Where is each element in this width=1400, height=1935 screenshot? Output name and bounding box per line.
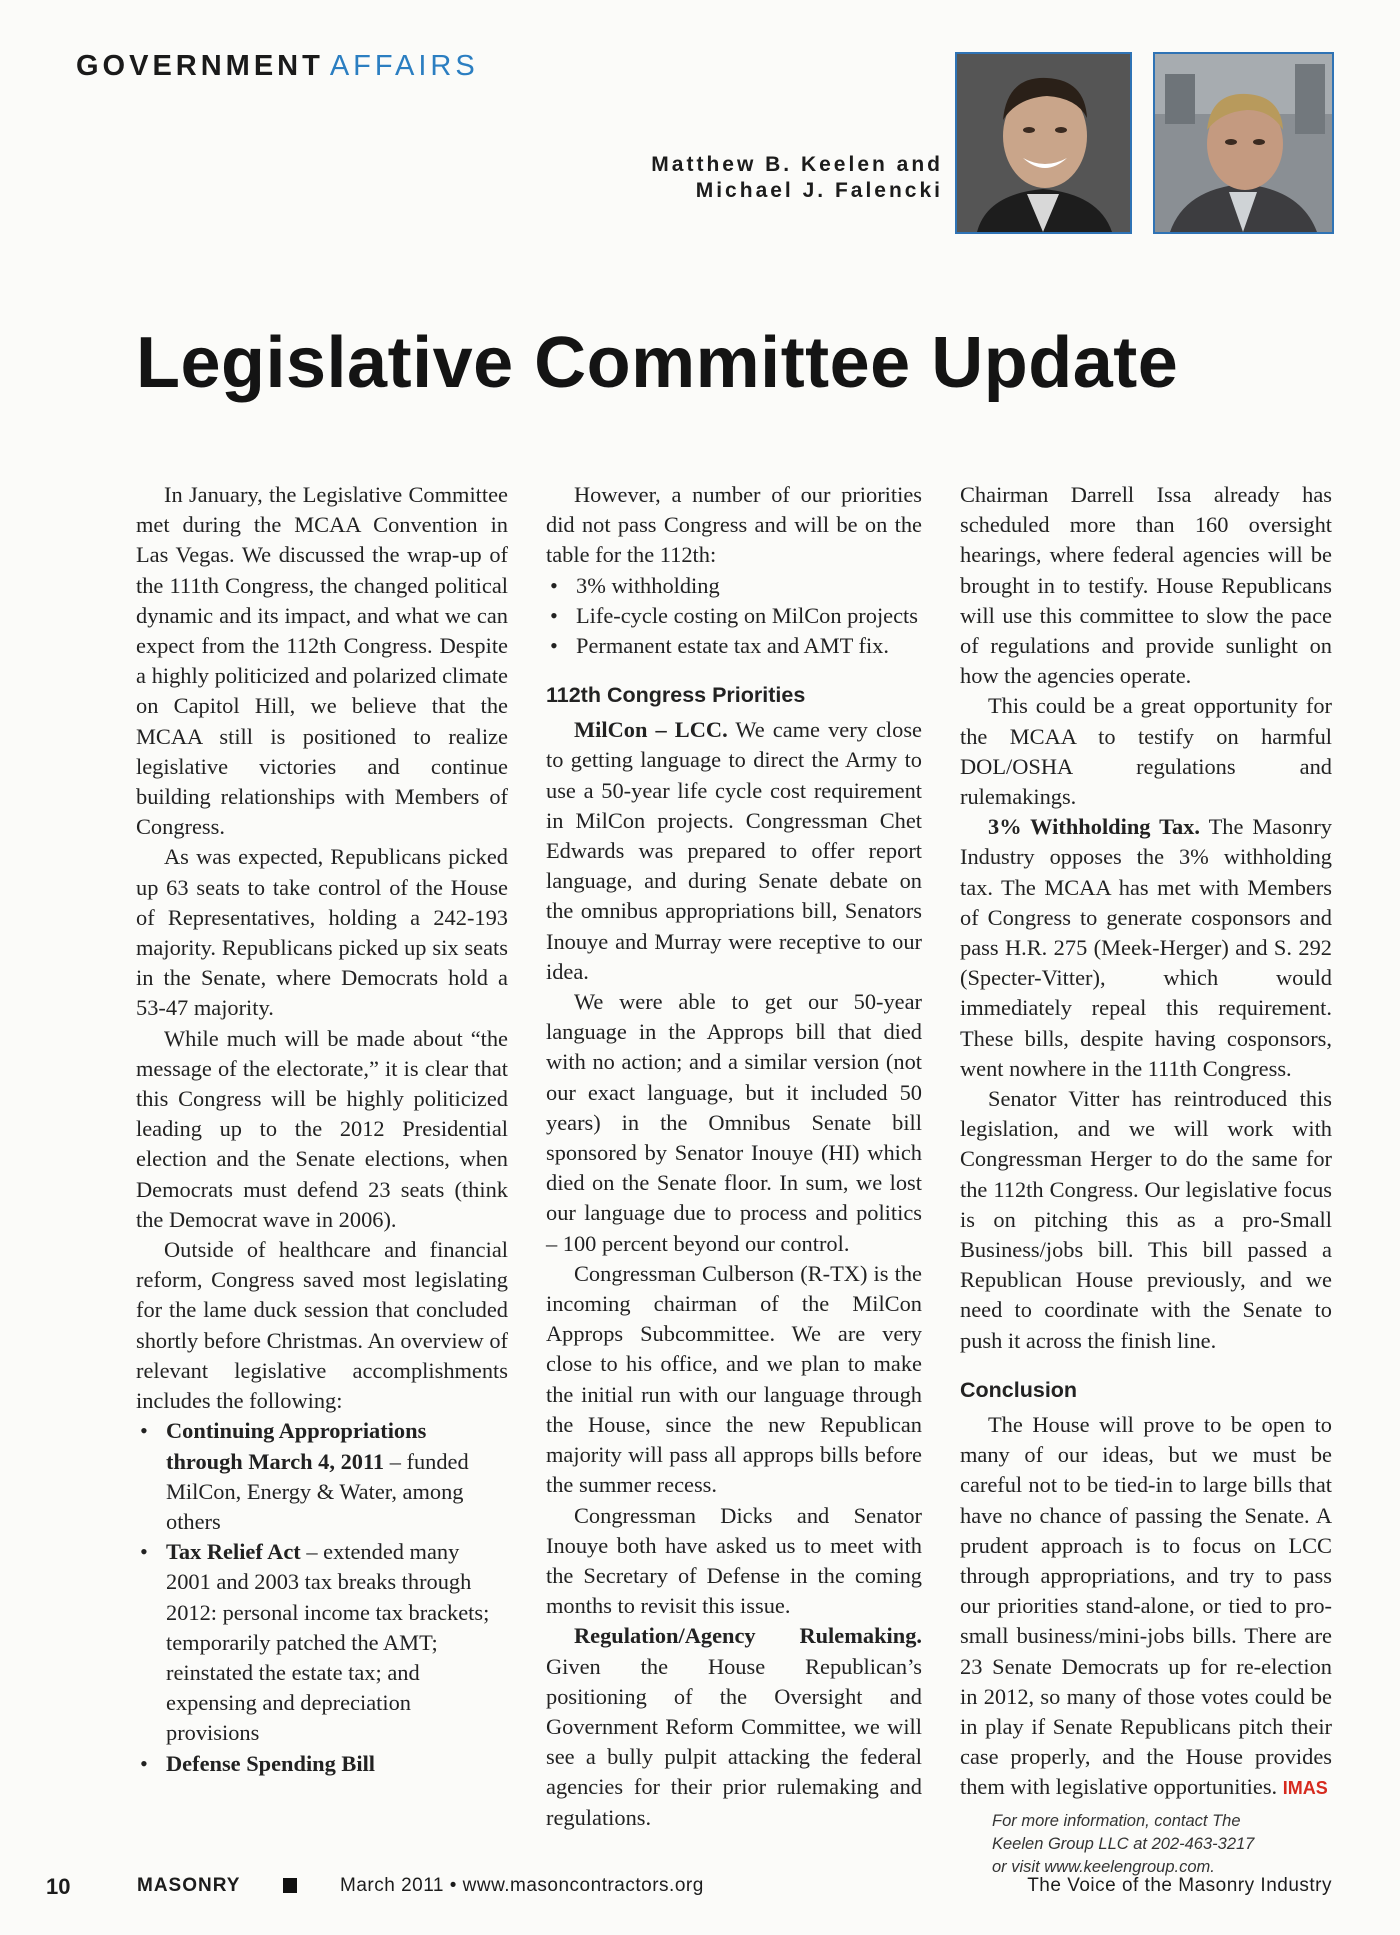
magazine-tagline: The Voice of the Masonry Industry bbox=[1027, 1875, 1332, 1896]
list-item-bold: Continuing Appropriations through March 4, 2011 bbox=[166, 1418, 427, 1474]
col3-paragraph-5-text: The House will prove to be open to many of our ideas, but we must be careful not to be tied-in to large bills that have no chance of passing the Senate. A prudent approach is to focus on LCC through appropriations, and try to pass our priorities stand-alone, or tied to pro-small business/mini-jobs bills. There are 23 Senate Democrats up for re-election in 2012, so many of those votes could be in play if Senate Republicans pitch their case properly, and the House provides them with legislative opportunities. bbox=[960, 1411, 1332, 1800]
list-item bbox=[136, 1416, 508, 1537]
col3-paragraph-3-text: The Masonry Industry opposes the 3% withholding tax. The MCAA has met with Members of Congress to generate cosponsors and pass H.R. 275 (Meek-Herger) and S. 292 (Specter-Vitter), which would immediately repeal this requirement. These bills, despite having cosponsors, went nowhere in the 111th Congress. bbox=[960, 814, 1332, 1081]
col2-paragraph-4: Congressman Culberson (R-TX) is the incoming chairman of the MilCon Approps Subcommittee. We are very close to his office, and we plan to make the initial run with our language through the House, since the new Republican majority will pass all approps bills before the summer recess. bbox=[546, 1260, 922, 1498]
list-item-bold: Tax Relief Act bbox=[166, 1539, 301, 1565]
article-title: Legislative Committee Update bbox=[136, 323, 1179, 403]
col2-paragraph-2 bbox=[546, 715, 922, 987]
conclusion-heading: Conclusion bbox=[960, 1377, 1078, 1402]
col3-paragraph-5 bbox=[960, 1410, 1332, 1804]
priorities-list bbox=[546, 571, 922, 662]
page-number: 10 bbox=[46, 1874, 71, 1899]
priorities-heading: 112th Congress Priorities bbox=[546, 683, 806, 708]
author-byline bbox=[651, 152, 943, 204]
column-1 bbox=[136, 480, 508, 1779]
section-heading-light: AFFAIRS bbox=[329, 50, 479, 82]
author-line-1: Matthew B. Keelen and bbox=[651, 153, 943, 176]
col2-paragraph-3: We were able to get our 50-year language in the Approps bill that died with no action; and a similar version (not our exact language, but it included 50 years) in the Omnibus Senate bill sponsored by Senator Inouye (HI) which died on the Senate floor. In sum, we lost our language due to process and politics – 100 percent beyond our control. bbox=[546, 989, 922, 1256]
column-2 bbox=[546, 480, 922, 1833]
col3-paragraph-2: This could be a great opportunity for the MCAA to testify on harmful DOL/OSHA regulations and rulemakings. bbox=[960, 693, 1332, 810]
list-item-text: – extended many 2001 and 2003 tax breaks through 2012: personal income tax brackets; temporarily patched the AMT; reinstated the estate tax; and expensing and depreciation provisions bbox=[166, 1539, 490, 1746]
contact-line-2: Keelen Group LLC at 202-463-3217 bbox=[992, 1834, 1255, 1853]
list-item: • 3% withholding bbox=[546, 571, 922, 601]
contact-line-1: For more information, contact The bbox=[992, 1811, 1241, 1830]
list-item-text: – funded MilCon, Energy & Water, among others bbox=[166, 1448, 469, 1534]
list-item bbox=[136, 1749, 508, 1779]
col2-paragraph-2-text: We came very close to getting language to direct the Army to use a 50-year life cycle cost requirement in MilCon projects. Congressman Chet Edwards was prepared to offer report language, and during Senate debate on the omnibus appropriations bill, Senators Inouye and Murray were receptive to our idea. bbox=[546, 717, 922, 984]
issue-date-url: March 2011 • www.masoncontractors.org bbox=[340, 1875, 704, 1896]
section-heading-bold: GOVERNMENT bbox=[76, 50, 324, 82]
author-photo-keelen bbox=[955, 52, 1132, 234]
col1-paragraph-4: Outside of healthcare and financial reform, Congress saved most legislating for the lame duck session that concluded shortly before Christmas. An overview of relevant legislative accomplishments includes the following: bbox=[136, 1237, 508, 1414]
author-photo-falencki bbox=[1153, 52, 1334, 234]
col1-paragraph-1: In January, the Legislative Committee met during the MCAA Convention in Las Vegas. We discussed the wrap-up of the 111th Congress, the changed political dynamic and its impact, and what we can expect from the 112th Congress. Despite a highly politicized and polarized climate on Capitol Hill, we believe that the MCAA still is positioned to realize legislative victories and continue building relationships with Members of Congress. bbox=[136, 482, 508, 840]
list-item bbox=[136, 1537, 508, 1748]
list-item: • Life-cycle costing on MilCon projects bbox=[546, 601, 922, 631]
section-heading bbox=[76, 50, 479, 83]
list-item-bold: Defense Spending Bill bbox=[166, 1750, 376, 1776]
accomplishments-list bbox=[136, 1416, 508, 1778]
col3-paragraph-4: Senator Vitter has reintroduced this legislation, and we will work with Congressman Herger to do the same for the 112th Congress. Our legislative focus is on pitching this as a pro-Small Business/jobs bill. This bill passed a Republican House previously, and we need to coordinate with the Senate to push it across the finish line. bbox=[960, 1086, 1332, 1353]
square-divider-icon bbox=[283, 1878, 297, 1893]
contact-info bbox=[992, 1810, 1332, 1879]
withholding-lead: 3% Withholding Tax. bbox=[988, 814, 1200, 840]
author-line-2: Michael J. Falencki bbox=[695, 179, 943, 202]
col3-paragraph-1: Chairman Darrell Issa already has scheduled more than 160 oversight hearings, where federal agencies will be brought in to testify. House Republicans will use this committee to slow the pace of regulations and provide sunlight on how the agencies operate. bbox=[960, 482, 1332, 689]
col3-paragraph-3 bbox=[960, 812, 1332, 1084]
column-3 bbox=[960, 480, 1332, 1879]
end-mark: IMAS bbox=[1282, 1778, 1328, 1799]
magazine-name: MASONRY bbox=[137, 1875, 241, 1896]
contact-line-3: or visit www.keelengroup.com. bbox=[992, 1857, 1215, 1876]
col2-paragraph-1: However, a number of our priorities did not pass Congress and will be on the table for the 112th: bbox=[546, 482, 922, 568]
col2-paragraph-5: Congressman Dicks and Senator Inouye both have asked us to meet with the Secretary of Defense in the coming months to revisit this issue. bbox=[546, 1502, 922, 1619]
milcon-lcc-lead: MilCon – LCC. bbox=[574, 717, 728, 743]
list-item: • Permanent estate tax and AMT fix. bbox=[546, 631, 922, 661]
regulation-lead: Regulation/Agency Rulemaking. bbox=[574, 1623, 922, 1649]
col1-paragraph-2: As was expected, Republicans picked up 63 seats to take control of the House of Representatives, holding a 242-193 majority. Republicans picked up six seats in the Senate, where Democrats hold a 53-47 majority. bbox=[136, 844, 508, 1021]
col2-paragraph-6-text: Given the House Republican’s positioning of the Oversight and Government Reform Committee, we will see a bully pulpit attacking the federal agencies for their prior rulemaking and regulations. bbox=[546, 1653, 922, 1830]
col2-paragraph-6 bbox=[546, 1621, 922, 1832]
col1-paragraph-3: While much will be made about “the message of the electorate,” it is clear that this Congress will be highly politicized leading up to the 2012 Presidential election and the Senate elections, when Democrats must defend 23 seats (think the Democrat wave in 2006). bbox=[136, 1025, 508, 1232]
